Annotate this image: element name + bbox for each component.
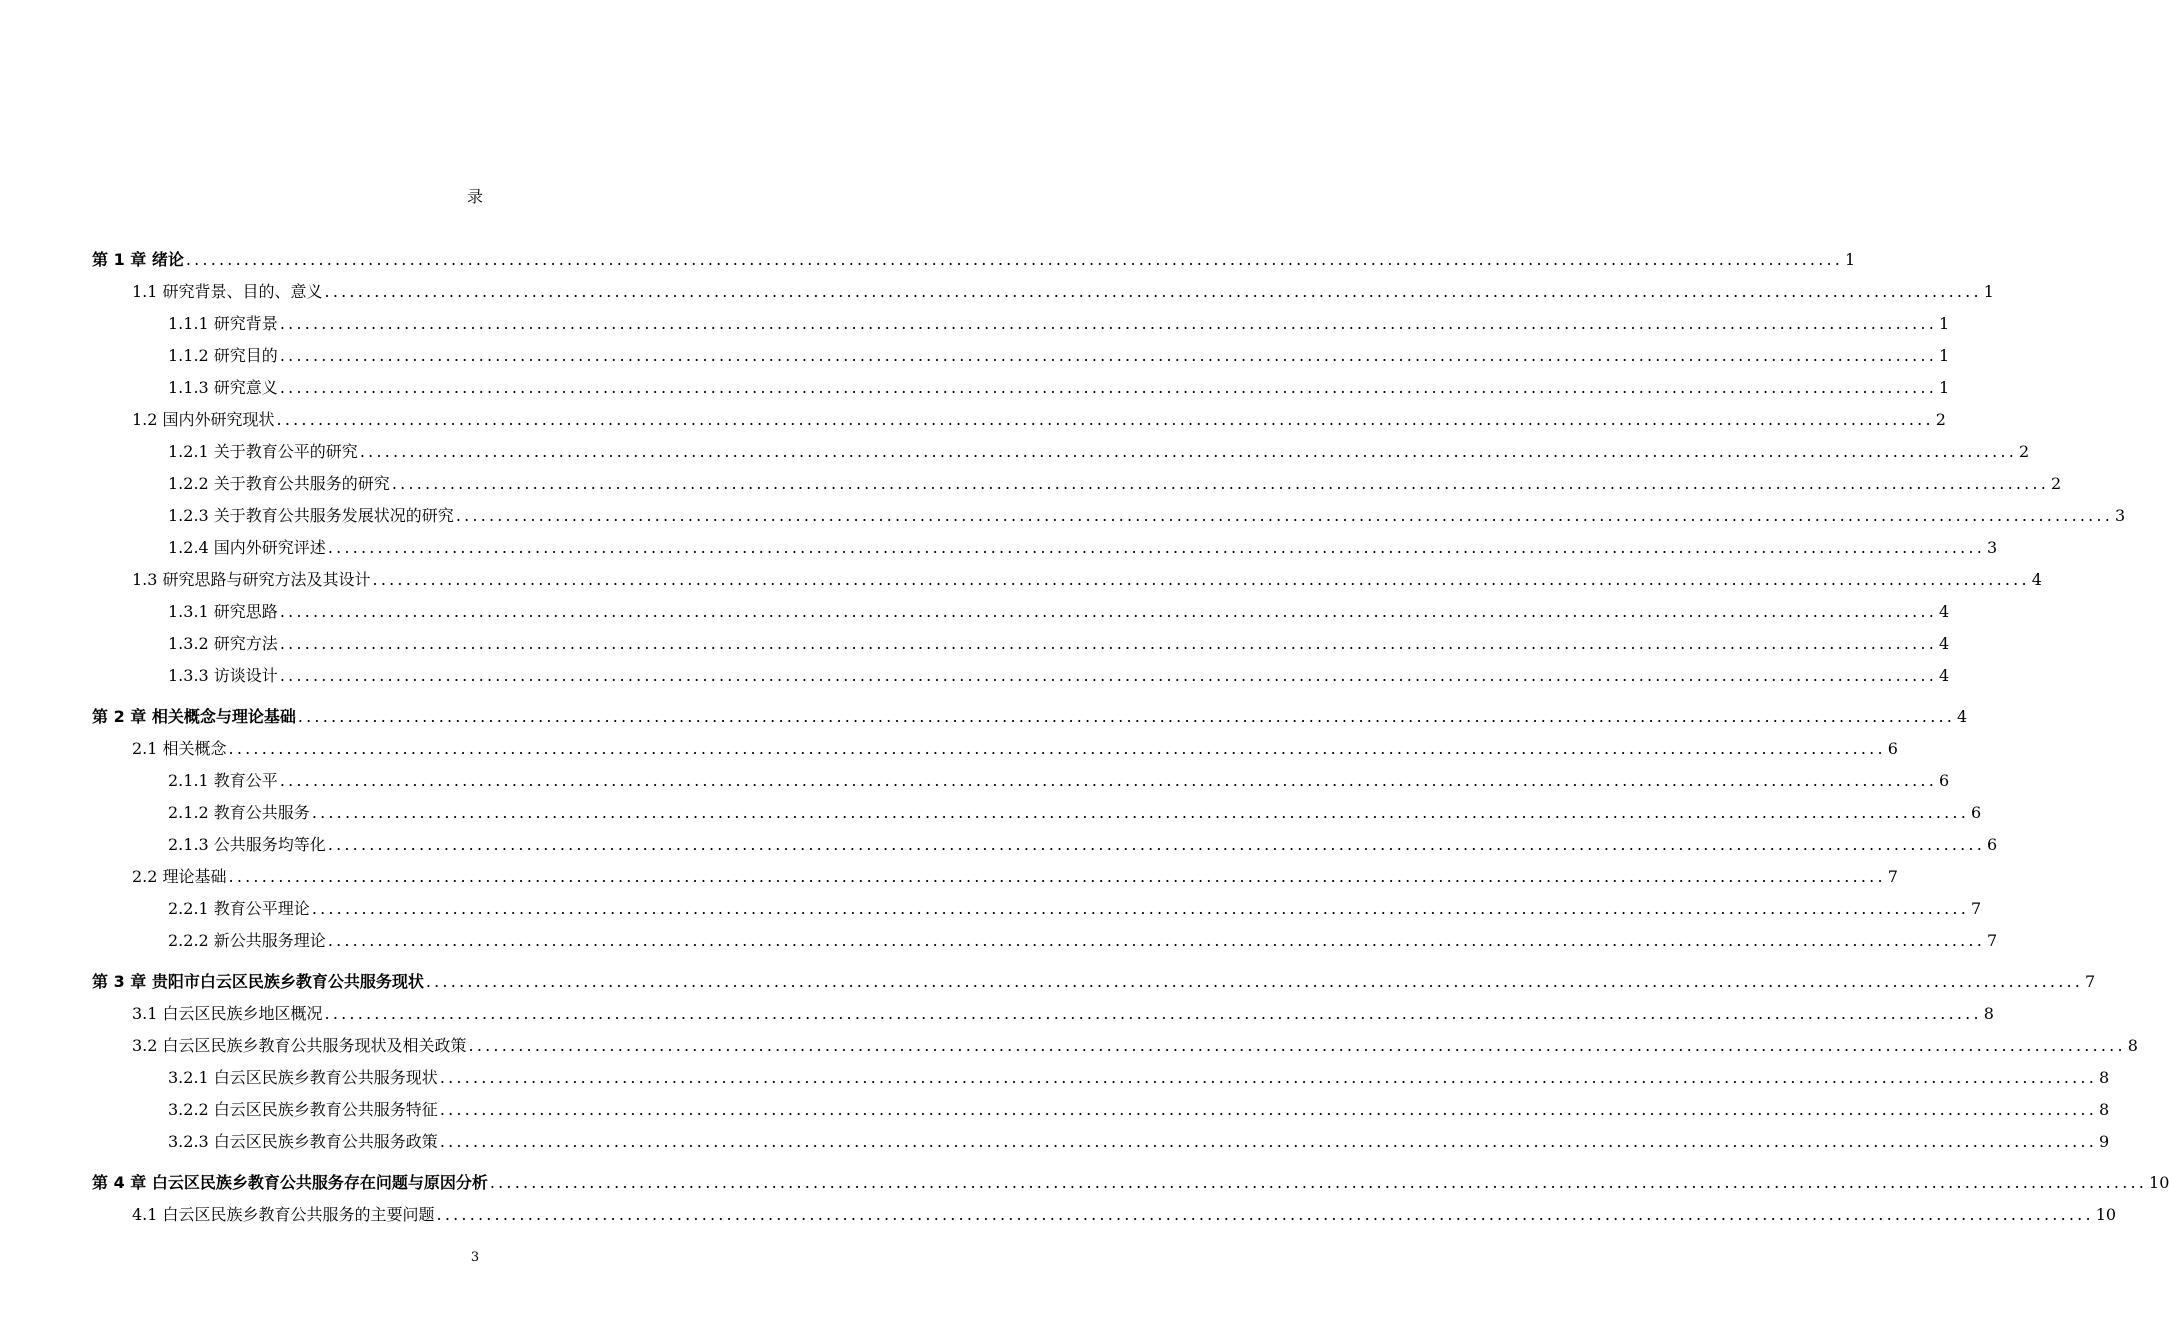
toc-dot-leader: ........................................................................................................................................................................................................: [279, 771, 1937, 790]
toc-dot-leader: ........................................................................................................................................................................................................: [185, 250, 1844, 269]
toc-entry-label: 1.1.1 研究背景: [168, 314, 278, 333]
toc-entry: [92, 966, 2096, 998]
toc-entry-page-number: 1: [1845, 250, 1856, 269]
toc-entry-page-number: 8: [2099, 1100, 2110, 1119]
toc-entry-page-number: 1: [1939, 314, 1950, 333]
toc-entry-label: 1.2.4 国内外研究评述: [168, 538, 326, 557]
toc-entry-label: 3.2.3 白云区民族乡教育公共服务政策: [168, 1132, 438, 1151]
toc-entry-label: 3.1 白云区民族乡地区概况: [132, 1004, 323, 1023]
toc-entry-page-number: 4: [1957, 707, 1968, 726]
toc-entry-page-number: 6: [1939, 771, 1950, 790]
toc-dot-leader: ........................................................................................................................................................................................................: [279, 602, 1937, 621]
toc-entry: [92, 1199, 2117, 1231]
toc-dot-leader: ........................................................................................................................................................................................................: [279, 666, 1937, 685]
toc-entry: [92, 436, 2030, 468]
toc-dot-leader: ........................................................................................................................................................................................................: [327, 538, 1985, 557]
toc-dot-leader: ........................................................................................................................................................................................................: [425, 972, 2084, 991]
toc-dot-leader: ........................................................................................................................................................................................................: [391, 474, 2049, 493]
toc-entry: [92, 404, 1946, 436]
toc-entry-page-number: 1: [1939, 346, 1950, 365]
toc-entry: [92, 893, 1982, 925]
toc-title: 录: [466, 187, 483, 206]
toc-entry-page-number: 3: [2115, 506, 2126, 525]
toc-entry-label: 3.2 白云区民族乡教育公共服务现状及相关政策: [132, 1036, 467, 1055]
toc-entry-page-number: 9: [2099, 1132, 2110, 1151]
toc-entry-page-number: 4: [1939, 634, 1950, 653]
toc-entry: [92, 1167, 2169, 1199]
toc-dot-leader: ........................................................................................................................................................................................................: [276, 410, 1934, 429]
toc-dot-leader: ........................................................................................................................................................................................................: [455, 506, 2113, 525]
toc-entry-label: 1.2.2 关于教育公共服务的研究: [168, 474, 390, 493]
toc-entry-label: 1.3.1 研究思路: [168, 602, 278, 621]
toc-entry-label: 1.1 研究背景、目的、意义: [132, 282, 323, 301]
toc-dot-leader: ........................................................................................................................................................................................................: [439, 1132, 2097, 1151]
toc-dot-leader: ........................................................................................................................................................................................................: [279, 378, 1937, 397]
toc-entry-label: 第 1 章 绪论: [92, 250, 184, 269]
toc-entry: [92, 660, 1950, 692]
toc-entry: [92, 596, 1950, 628]
toc-dot-leader: ........................................................................................................................................................................................................: [324, 282, 1982, 301]
toc-entry-page-number: 2: [1935, 410, 1946, 429]
toc-entry-label: 2.1.3 公共服务均等化: [168, 835, 326, 854]
toc-entry-page-number: 7: [1887, 867, 1898, 886]
toc-entry-page-number: 7: [1971, 899, 1982, 918]
toc-entry-page-number: 2: [2019, 442, 2030, 461]
toc-entry: [92, 1030, 2138, 1062]
page-number-footer: 3: [470, 1250, 480, 1265]
toc-dot-leader: ........................................................................................................................................................................................................: [228, 867, 1886, 886]
toc-entry-label: 第 3 章 贵阳市白云区民族乡教育公共服务现状: [92, 972, 424, 991]
toc-entry-page-number: 4: [2031, 570, 2042, 589]
toc-entry-page-number: 2: [2051, 474, 2062, 493]
toc-dot-leader: ........................................................................................................................................................................................................: [468, 1036, 2126, 1055]
toc-dot-leader: ........................................................................................................................................................................................................: [327, 931, 1985, 950]
toc-entry: [92, 276, 1994, 308]
toc-dot-leader: ........................................................................................................................................................................................................: [311, 899, 1969, 918]
toc-entry: [92, 1094, 2110, 1126]
toc-dot-leader: ........................................................................................................................................................................................................: [439, 1100, 2097, 1119]
toc-entry-label: 1.3 研究思路与研究方法及其设计: [132, 570, 371, 589]
toc-entry-label: 3.2.2 白云区民族乡教育公共服务特征: [168, 1100, 438, 1119]
toc-dot-leader: ........................................................................................................................................................................................................: [297, 707, 1956, 726]
toc-entry-page-number: 4: [1939, 602, 1950, 621]
toc-entry-label: 2.2.1 教育公平理论: [168, 899, 310, 918]
toc-entry-label: 1.1.2 研究目的: [168, 346, 278, 365]
toc-dot-leader: ........................................................................................................................................................................................................: [311, 803, 1969, 822]
toc-entry-page-number: 10: [2095, 1205, 2117, 1224]
toc-entry: [92, 861, 1898, 893]
toc-dot-leader: ........................................................................................................................................................................................................: [324, 1004, 1982, 1023]
toc-entry-label: 1.3.3 访谈设计: [168, 666, 278, 685]
toc-entry: [92, 797, 1982, 829]
toc-entry-label: 1.2.3 关于教育公共服务发展状况的研究: [168, 506, 454, 525]
toc-entry: [92, 468, 2062, 500]
toc-entry: [92, 1126, 2110, 1158]
toc-entry: [92, 628, 1950, 660]
toc-entry-page-number: 8: [1983, 1004, 1994, 1023]
toc-entry: [92, 733, 1898, 765]
toc-entry: [92, 372, 1950, 404]
toc-dot-leader: ........................................................................................................................................................................................................: [327, 835, 1985, 854]
toc-dot-leader: ........................................................................................................................................................................................................: [372, 570, 2030, 589]
toc-entry: [92, 244, 1856, 276]
toc-entry: [92, 701, 1968, 733]
toc-entry: [92, 500, 2126, 532]
toc-entry: [92, 765, 1950, 797]
toc-entry-label: 2.1.1 教育公平: [168, 771, 278, 790]
toc-dot-leader: ........................................................................................................................................................................................................: [439, 1068, 2097, 1087]
toc-entry: [92, 829, 1998, 861]
toc-entry-page-number: 8: [2099, 1068, 2110, 1087]
toc-entry-page-number: 6: [1971, 803, 1982, 822]
toc-entry: [92, 998, 1994, 1030]
toc-entry-label: 2.2 理论基础: [132, 867, 227, 886]
toc-entry-page-number: 8: [2127, 1036, 2138, 1055]
toc-dot-leader: ........................................................................................................................................................................................................: [359, 442, 2017, 461]
toc-entry-label: 1.2 国内外研究现状: [132, 410, 275, 429]
toc-entry-page-number: 4: [1939, 666, 1950, 685]
toc-entry: [92, 340, 1950, 372]
toc-entry: [92, 564, 2042, 596]
toc-entry-label: 2.2.2 新公共服务理论: [168, 931, 326, 950]
toc-entry: [92, 532, 1998, 564]
toc-entry-label: 1.2.1 关于教育公平的研究: [168, 442, 358, 461]
toc-entry-page-number: 7: [2085, 972, 2096, 991]
table-of-contents: [92, 244, 2169, 1231]
toc-entry-label: 1.1.3 研究意义: [168, 378, 278, 397]
toc-dot-leader: ........................................................................................................................................................................................................: [279, 314, 1937, 333]
toc-entry-page-number: 3: [1987, 538, 1998, 557]
toc-entry-label: 3.2.1 白云区民族乡教育公共服务现状: [168, 1068, 438, 1087]
toc-entry-label: 1.3.2 研究方法: [168, 634, 278, 653]
toc-entry-label: 4.1 白云区民族乡教育公共服务的主要问题: [132, 1205, 435, 1224]
toc-entry-label: 第 4 章 白云区民族乡教育公共服务存在问题与原因分析: [92, 1173, 488, 1192]
toc-entry-label: 第 2 章 相关概念与理论基础: [92, 707, 296, 726]
toc-dot-leader: ........................................................................................................................................................................................................: [489, 1173, 2148, 1192]
toc-entry-page-number: 10: [2149, 1173, 2169, 1192]
toc-entry-page-number: 1: [1983, 282, 1994, 301]
toc-dot-leader: ........................................................................................................................................................................................................: [279, 346, 1937, 365]
toc-entry-page-number: 1: [1939, 378, 1950, 397]
toc-entry-page-number: 7: [1987, 931, 1998, 950]
toc-entry: [92, 308, 1950, 340]
toc-entry-page-number: 6: [1887, 739, 1898, 758]
toc-entry: [92, 925, 1998, 957]
toc-dot-leader: ........................................................................................................................................................................................................: [228, 739, 1886, 758]
toc-dot-leader: ........................................................................................................................................................................................................: [279, 634, 1937, 653]
toc-entry-page-number: 6: [1987, 835, 1998, 854]
toc-dot-leader: ........................................................................................................................................................................................................: [436, 1205, 2094, 1224]
toc-entry: [92, 1062, 2110, 1094]
toc-entry-label: 2.1 相关概念: [132, 739, 227, 758]
toc-entry-label: 2.1.2 教育公共服务: [168, 803, 310, 822]
